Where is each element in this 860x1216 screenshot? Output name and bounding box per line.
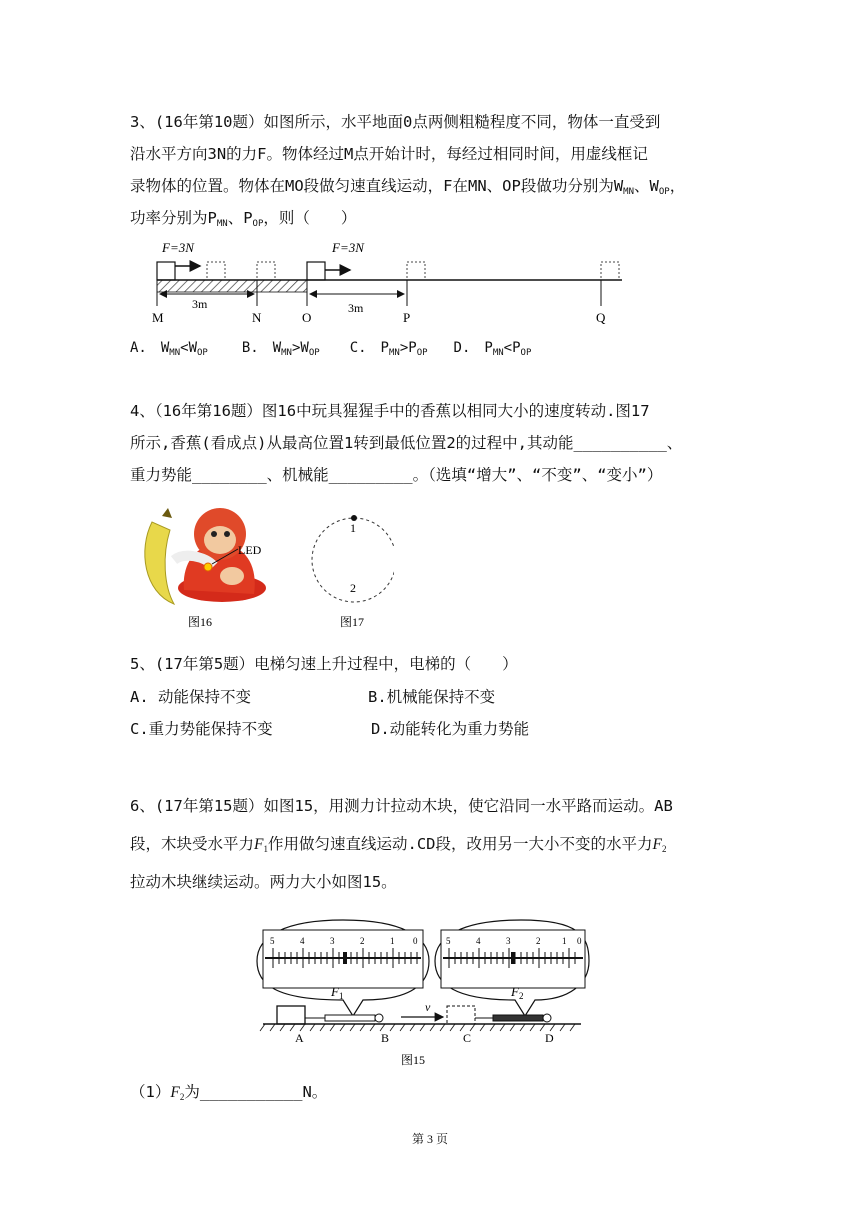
wood-block bbox=[277, 1006, 305, 1024]
svg-text:5: 5 bbox=[270, 936, 275, 946]
block-solid-1 bbox=[157, 262, 175, 280]
q5-option-d[interactable]: D.动能转化为重力势能 bbox=[371, 720, 530, 738]
distance-op: 3m bbox=[348, 301, 364, 315]
q5-line-1: 5、(17年第5题）电梯匀速上升过程中，电梯的（ ） bbox=[130, 655, 518, 673]
spring-scale-1 bbox=[325, 1015, 375, 1021]
q3-option-a[interactable]: A. $W_{MN}<W_{OP}$ bbox=[130, 340, 208, 358]
q3-option-d[interactable]: D. $P_{MN}<P_{OP}$ bbox=[453, 340, 532, 358]
q3-options bbox=[130, 334, 531, 367]
distance-mn: 3m bbox=[192, 297, 208, 311]
q6-line-2: 段，木块受水平力$F_1$作用做匀速直线运动.CD段，改用另一大小不变的水平力$F_2$ bbox=[130, 835, 667, 854]
svg-text:1: 1 bbox=[390, 936, 395, 946]
q3-line-1: 3、(16年第10题）如图所示，水平地面0点两侧粗糙程度不同，物体一直受到 bbox=[130, 113, 661, 131]
f2-label: $F_2$ bbox=[511, 984, 524, 1001]
f1-label: $F_1$ bbox=[331, 984, 344, 1001]
svg-text:2: 2 bbox=[536, 936, 541, 946]
svg-text:2: 2 bbox=[360, 936, 365, 946]
position-1-label: 1 bbox=[350, 521, 356, 535]
wood-block-dashed bbox=[447, 1006, 475, 1024]
q6-line-3: 拉动木块继续运动。两力大小如图15。 bbox=[130, 873, 397, 891]
svg-text:3: 3 bbox=[506, 936, 511, 946]
q4-line-1: 4、（16年第16题）图16中玩具猩猩手中的香蕉以相同大小的速度转动.图17 bbox=[130, 402, 650, 420]
q6-line-1: 6、(17年第15题）如图15，用测力计拉动木块，使它沿同一水平路而运动。AB bbox=[130, 797, 673, 815]
svg-text:0: 0 bbox=[413, 936, 418, 946]
q4-line-3: 重力势能________、机械能_________。（选填“增大”、“不变”、“变小”） bbox=[130, 466, 663, 484]
page-number: 第 3 页 bbox=[411, 1132, 448, 1146]
q3-line-3: 录物体的位置。物体在MO段做匀速直线运动，F在MN、OP段做功分别为$W_{MN}$、$W_{OP}$， bbox=[130, 177, 686, 197]
block-dashed-4 bbox=[601, 262, 619, 280]
fig15-caption: 图15 bbox=[401, 1053, 426, 1067]
rough-surface bbox=[157, 280, 307, 292]
svg-text:4: 4 bbox=[300, 936, 305, 946]
point-a: A bbox=[295, 1031, 304, 1045]
svg-text:0: 0 bbox=[577, 936, 582, 946]
svg-text:1: 1 bbox=[562, 936, 567, 946]
q3-line-4: 功率分别为$P_{MN}$、$P_{OP}$，则（ ） bbox=[130, 209, 357, 229]
q4-line-2: 所示,香蕉(看成点)从最高位置1转到最低位置2的过程中,其动能__________、 bbox=[130, 434, 683, 452]
point-m: M bbox=[152, 310, 164, 325]
force-label-1: F=3N bbox=[162, 240, 194, 255]
svg-text:4: 4 bbox=[476, 936, 481, 946]
pointer-f2 bbox=[511, 952, 515, 964]
q3-option-c[interactable]: C. $P_{MN}>P_{OP}$ bbox=[349, 340, 428, 358]
q6-sub-1: $(1)F_2$为___________N。 bbox=[130, 1083, 328, 1102]
point-q: Q bbox=[596, 310, 606, 325]
q5-option-a[interactable]: A. 动能保持不变 bbox=[130, 688, 251, 706]
block-dashed-1 bbox=[207, 262, 225, 280]
q4-figures bbox=[134, 500, 394, 632]
q3-motion-diagram bbox=[140, 234, 640, 326]
fig16-caption: 图16 bbox=[188, 615, 213, 629]
q3-option-b[interactable]: B. $W_{MN}>W_{OP}$ bbox=[241, 340, 320, 358]
point-n: N bbox=[252, 310, 262, 325]
block-dashed-3 bbox=[407, 262, 425, 280]
led-label: LED bbox=[238, 543, 262, 557]
point-c: C bbox=[463, 1031, 472, 1045]
q5-option-c[interactable]: C.重力势能保持不变 bbox=[130, 720, 273, 738]
svg-text:3: 3 bbox=[330, 936, 335, 946]
force-label-2: F=3N bbox=[332, 240, 364, 255]
velocity-label: v bbox=[425, 1000, 431, 1014]
fig17-caption: 图17 bbox=[340, 615, 365, 629]
point-p: P bbox=[403, 310, 411, 325]
svg-text:5: 5 bbox=[446, 936, 451, 946]
position-2-label: 2 bbox=[350, 581, 356, 595]
q5-option-b[interactable]: B.机械能保持不变 bbox=[368, 688, 496, 706]
point-o: O bbox=[302, 310, 312, 325]
q6-spring-scale-diagram bbox=[255, 914, 590, 1070]
spring-scale-2 bbox=[493, 1015, 543, 1021]
point-b: B bbox=[381, 1031, 390, 1045]
block-solid-2 bbox=[307, 262, 325, 280]
block-dashed-2 bbox=[257, 262, 275, 280]
pointer-f1 bbox=[343, 952, 347, 964]
point-d: D bbox=[545, 1031, 554, 1045]
q3-line-2: 沿水平方向3N的力F。物体经过M点开始计时，每经过相同时间，用虚线框记 bbox=[130, 145, 648, 163]
